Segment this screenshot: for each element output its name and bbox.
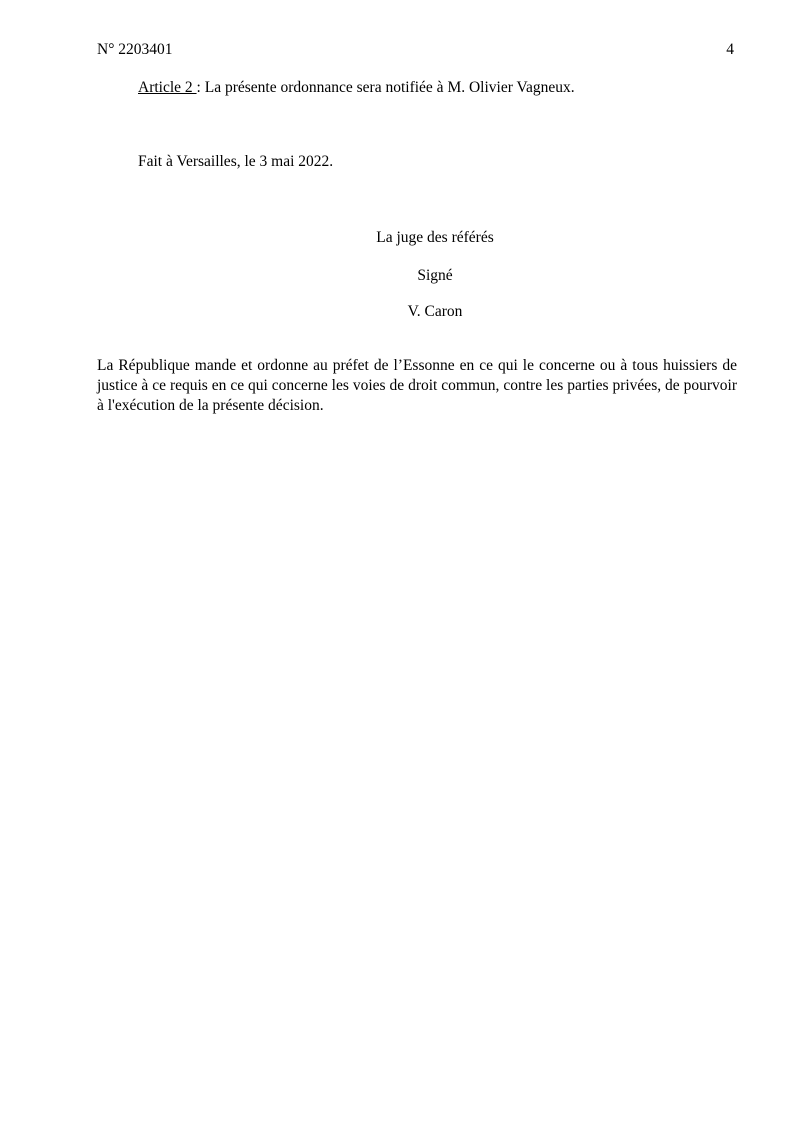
page-number: 4 <box>726 41 734 58</box>
signatory-title: La juge des référés <box>376 229 494 246</box>
case-number: N° 2203401 <box>97 41 173 58</box>
place-date-line: Fait à Versailles, le 3 mai 2022. <box>138 153 334 170</box>
signed-mention: Signé <box>417 267 453 284</box>
signatory-name: V. Caron <box>407 303 463 320</box>
article-2-paragraph <box>138 78 575 98</box>
article-2-label: Article 2 <box>138 79 197 96</box>
execution-formula: La République mande et ordonne au préfet de l’Essonne en ce qui le concerne ou à tous huissiers de justice à ce requis en ce qui concerne les voies de droit commun, contre les parties privées, de pourvoir à l'exécution de la présente décision. <box>97 357 737 414</box>
article-2-text: : La présente ordonnance sera notifiée à M. Olivier Vagneux. <box>196 79 575 96</box>
